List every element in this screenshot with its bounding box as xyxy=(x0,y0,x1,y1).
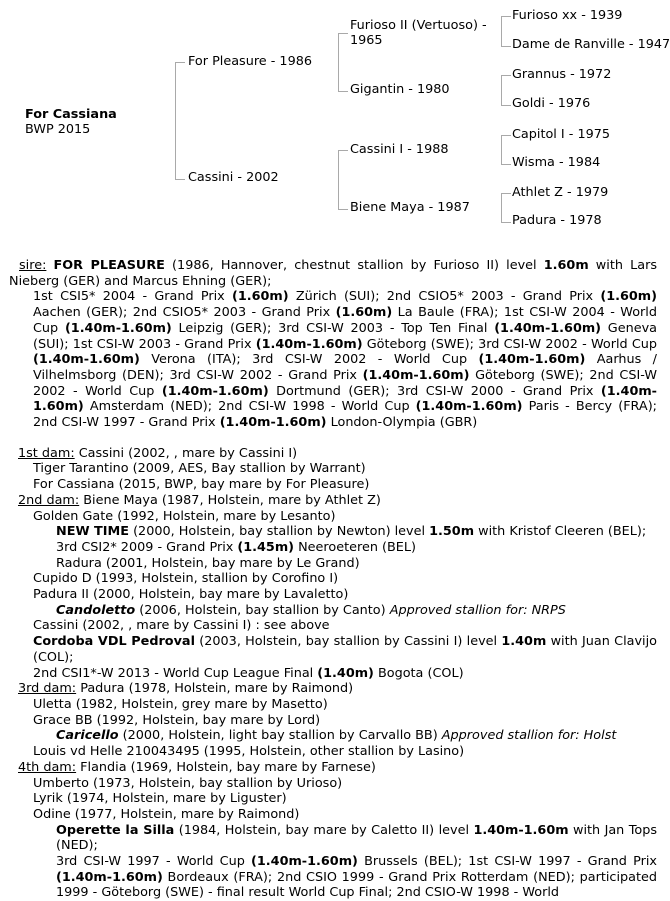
line-golden-gate: Golden Gate (1992, Holstein, mare by Lesanto) xyxy=(33,508,336,524)
line-caricello: Caricello (2000, Holstein, light bay stallion by Carvallo BB) Approved stallion for: Holst xyxy=(56,728,617,744)
dam1-header: 1st dam: Cassini (2002, , mare by Cassini I) xyxy=(18,445,298,461)
line-cassini-see-above: Cassini (2002, , mare by Cassini I) : see above xyxy=(33,618,330,634)
line-cordoba-results: 2nd CSI1*-W 2013 - World Cup League Final (1.40m) Bogota (COL) xyxy=(33,665,464,681)
line-uletta: Uletta (1982, Holstein, grey mare by Masetto) xyxy=(33,696,328,712)
pedigree-node-furioso-xx: Furioso xx - 1939 xyxy=(512,8,623,23)
pedigree-connector xyxy=(501,193,511,223)
dam4-header: 4th dam: Flandia (1969, Holstein, bay mare by Farnese) xyxy=(18,759,376,775)
line-umberto: Umberto (1973, Holstein, bay stallion by Urioso) xyxy=(33,775,343,791)
pedigree-node-padura: Padura - 1978 xyxy=(512,213,602,228)
pedigree-details xyxy=(0,258,670,901)
pedigree-root-name: For Cassiana xyxy=(25,107,117,122)
pedigree-node-for-pleasure: For Pleasure - 1986 xyxy=(188,54,313,69)
pedigree-node-wisma: Wisma - 1984 xyxy=(512,155,601,170)
pedigree-connector xyxy=(175,62,185,180)
pedigree-node-capitol-i: Capitol I - 1975 xyxy=(512,127,611,142)
pedigree-tree xyxy=(0,0,670,252)
pedigree-connector xyxy=(338,150,348,210)
section-spacer xyxy=(0,431,670,446)
line-padura-ii: Padura II (2000, Holstein, bay mare by Lavaletto) xyxy=(33,587,349,603)
pedigree-node-grannus: Grannus - 1972 xyxy=(512,67,612,82)
line-louis-vd-helle: Louis vd Helle 210043495 (1995, Holstein, other stallion by Lasino) xyxy=(33,744,465,760)
pedigree-node-athlet-z: Athlet Z - 1979 xyxy=(512,185,609,200)
line-new-time: NEW TIME (2000, Holstein, bay stallion by Newton) level 1.50m with Kristof Cleeren (BEL); xyxy=(56,524,647,540)
line-cupido-d: Cupido D (1993, Holstein, stallion by Corofino I) xyxy=(33,571,339,587)
pedigree-node-cassini-i: Cassini I - 1988 xyxy=(350,142,449,157)
line-radura: Radura (2001, Holstein, bay mare by Le Grand) xyxy=(56,555,360,571)
line-tiger-tarantino: Tiger Tarantino (2009, AES, Bay stallion by Warrant) xyxy=(33,461,366,477)
pedigree-connector xyxy=(338,33,348,92)
pedigree-node-dame-de-ranville: Dame de Ranville - 1947 xyxy=(512,37,670,52)
pedigree-connector xyxy=(501,75,511,106)
line-odine: Odine (1977, Holstein, mare by Raimond) xyxy=(33,806,300,822)
line-operette-la-silla: Operette la Silla (1984, Holstein, bay mare by Caletto II) level 1.40m-1.60m with Jan Tops (NED); xyxy=(56,822,657,854)
line-candoletto: Candoletto (2006, Holstein, bay stallion by Canto) Approved stallion for: NRPS xyxy=(56,602,566,618)
line-operette-results: 3rd CSI-W 1997 - World Cup (1.40m-1.60m) Brussels (BEL); 1st CSI-W 1997 - Grand Prix (1.40m-1.60m) Bordeaux (FRA); 2nd CSIO 1999 - Grand Prix Rotterdam (NED); participated 1999 - Göteborg (SWE) - final result World Cup Final; 2nd CSIO-W 1998 - World xyxy=(56,854,657,901)
pedigree-node-gigantin: Gigantin - 1980 xyxy=(350,82,450,97)
dam2-header: 2nd dam: Biene Maya (1987, Holstein, mare by Athlet Z) xyxy=(18,492,381,508)
sire-header: sire: FOR PLEASURE (1986, Hannover, chestnut stallion by Furioso II) level 1.60m with Lars Nieberg (GER) and Marcus Ehning (GER); xyxy=(9,258,657,289)
pedigree-node-cassini: Cassini - 2002 xyxy=(188,170,279,185)
line-lyrik: Lyrik (1974, Holstein, mare by Liguster) xyxy=(33,791,287,807)
pedigree-node-goldi: Goldi - 1976 xyxy=(512,96,591,111)
pedigree-node-furioso-ii: Furioso II (Vertuoso) - 1965 xyxy=(350,18,487,48)
line-for-cassiana: For Cassiana (2015, BWP, bay mare by For Pleasure) xyxy=(33,477,370,493)
dam3-header: 3rd dam: Padura (1978, Holstein, mare by Raimond) xyxy=(18,681,354,697)
pedigree-connector xyxy=(501,135,511,165)
sire-results: 1st CSI5* 2004 - Grand Prix (1.60m) Zürich (SUI); 2nd CSIO5* 2003 - Grand Prix (1.60m) Aachen (GER); 2nd CSIO5* 2003 - Grand Prix (1.60m) La Baule (FRA); 1st CSI-W 2004 - World Cup (1.40m-1.60m) Leipzig (GER); 3rd CSI-W 2003 - Top Ten Final (1.40m-1.60m) Geneva (SUI); 1st CSI-W 2003 - Grand Prix (1.40m-1.60m) Göteborg (SWE); 3rd CSI-W 2002 - World Cup (1.40m-1.60m) Verona (ITA); 3rd CSI-W 2002 - World Cup (1.40m-1.60m) Aarhus / Vilhelmsborg (DEN); 3rd CSI-W 2002 - Grand Prix (1.40m-1.60m) Göteborg (SWE); 2nd CSI-W 2002 - World Cup (1.40m-1.60m) Dortmund (GER); 3rd CSI-W 2000 - Grand Prix (1.40m-1.60m) Amsterdam (NED); 2nd CSI-W 1998 - World Cup (1.40m-1.60m) Paris - Bercy (FRA); 2nd CSI-W 1997 - Grand Prix (1.40m-1.60m) London-Olympia (GBR) xyxy=(33,289,658,431)
line-grace-bb: Grace BB (1992, Holstein, bay mare by Lord) xyxy=(33,712,321,728)
line-new-time-results: 3rd CSI2* 2009 - Grand Prix (1.45m) Neeroeteren (BEL) xyxy=(56,539,416,555)
pedigree-root-registry: BWP 2015 xyxy=(25,122,91,137)
pedigree-connector xyxy=(501,16,511,47)
pedigree-node-biene-maya: Biene Maya - 1987 xyxy=(350,200,470,215)
line-cordoba-vdl-pedroval: Cordoba VDL Pedroval (2003, Holstein, bay stallion by Cassini I) level 1.40m with Juan Clavijo (COL); xyxy=(33,634,657,665)
